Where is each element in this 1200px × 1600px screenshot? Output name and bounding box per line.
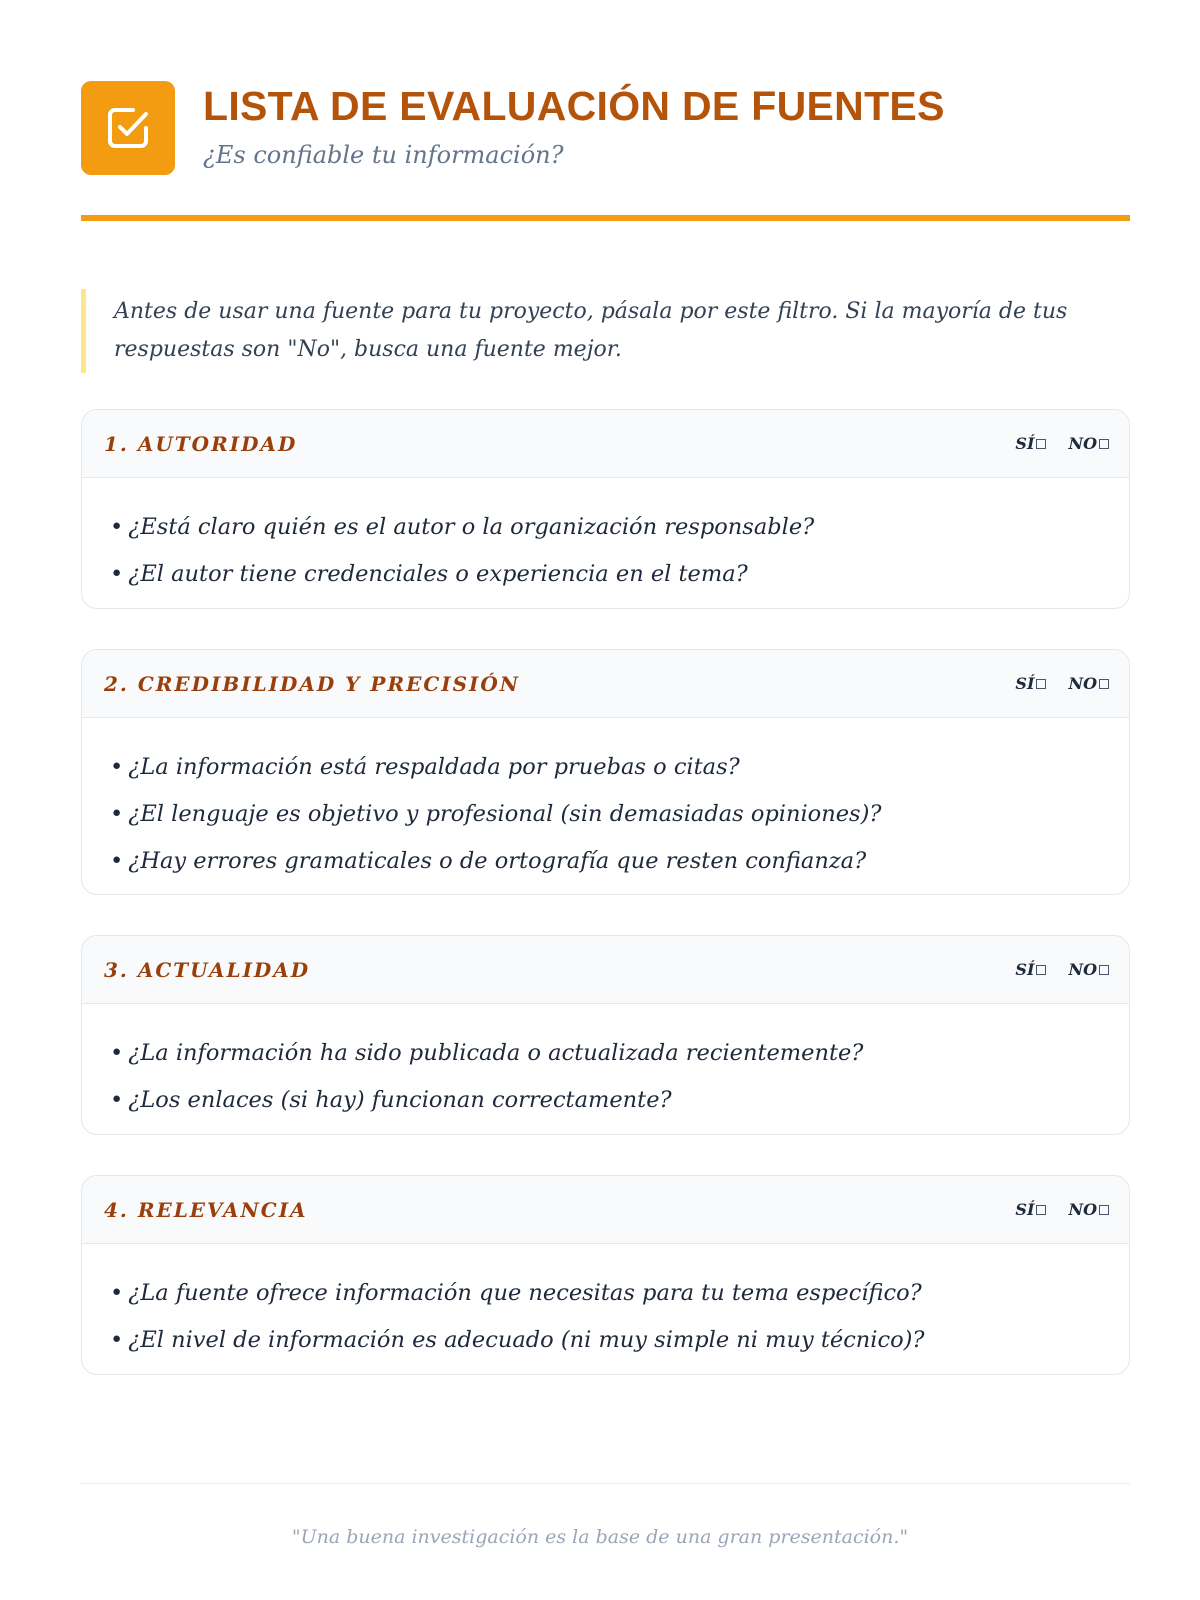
- no-option[interactable]: [1068, 1200, 1109, 1219]
- page-subtitle: ¿Es confiable tu información?: [203, 141, 564, 169]
- no-label: NO: [1068, 960, 1097, 979]
- page-title: LISTA DE EVALUACIÓN DE FUENTES: [203, 83, 945, 129]
- yes-option[interactable]: [1015, 434, 1046, 453]
- checklist-item: • ¿El nivel de información es adecuado (ni muy simple ni muy técnico)?: [110, 1317, 1129, 1364]
- checklist-item: • ¿Hay errores gramaticales o de ortografía que resten confianza?: [110, 838, 1129, 885]
- yes-no-options: [1015, 1200, 1109, 1219]
- yes-option[interactable]: [1015, 1200, 1046, 1219]
- checklist-item: • ¿Los enlaces (si hay) funcionan correctamente?: [110, 1077, 1129, 1124]
- intro-note: Antes de usar una fuente para tu proyecto, pásala por este filtro. Si la mayoría de tus respuestas son "No", busca una fuente mejor.: [81, 289, 1130, 373]
- checklist-item: • ¿La fuente ofrece información que necesitas para tu tema específico?: [110, 1270, 1129, 1317]
- no-option[interactable]: [1068, 674, 1109, 693]
- yes-option[interactable]: [1015, 674, 1046, 693]
- section-card-actualidad: [81, 935, 1130, 1135]
- checkbox-icon[interactable]: [1036, 679, 1046, 689]
- section-title: 4. RELEVANCIA: [104, 1198, 308, 1222]
- no-label: NO: [1068, 434, 1097, 453]
- section-title: 1. AUTORIDAD: [104, 432, 298, 456]
- checklist-item: • ¿El autor tiene credenciales o experiencia en el tema?: [110, 551, 1129, 598]
- footer-divider: [81, 1483, 1130, 1484]
- checkbox-icon[interactable]: [1099, 1205, 1109, 1215]
- section-items: [82, 718, 1129, 885]
- section-title: 3. ACTUALIDAD: [104, 958, 311, 982]
- yes-no-options: [1015, 434, 1109, 453]
- no-label: NO: [1068, 674, 1097, 693]
- checkbox-icon[interactable]: [1099, 439, 1109, 449]
- yes-label: SÍ: [1015, 674, 1035, 693]
- section-title: 2. CREDIBILIDAD Y PRECISIÓN: [104, 672, 521, 696]
- yes-label: SÍ: [1015, 1200, 1035, 1219]
- section-card-credibilidad: [81, 649, 1130, 895]
- section-items: [82, 1004, 1129, 1124]
- section-header: [82, 410, 1129, 478]
- checkbox-icon[interactable]: [1036, 439, 1046, 449]
- checkbox-icon[interactable]: [1036, 1205, 1046, 1215]
- yes-no-options: [1015, 674, 1109, 693]
- no-option[interactable]: [1068, 434, 1109, 453]
- section-items: [82, 478, 1129, 598]
- section-card-relevancia: [81, 1175, 1130, 1375]
- yes-label: SÍ: [1015, 960, 1035, 979]
- section-items: [82, 1244, 1129, 1364]
- header-divider: [81, 215, 1130, 221]
- checklist-item: • ¿La información ha sido publicada o actualizada recientemente?: [110, 1030, 1129, 1077]
- no-option[interactable]: [1068, 960, 1109, 979]
- checkbox-icon[interactable]: [1099, 965, 1109, 975]
- checkbox-icon: [81, 81, 175, 175]
- checkbox-icon[interactable]: [1099, 679, 1109, 689]
- section-header: [82, 1176, 1129, 1244]
- section-header: [82, 650, 1129, 718]
- page-header: [81, 81, 1130, 221]
- checklist-item: • ¿Está claro quién es el autor o la organización responsable?: [110, 504, 1129, 551]
- checklist-item: • ¿La información está respaldada por pruebas o citas?: [110, 744, 1129, 791]
- yes-option[interactable]: [1015, 960, 1046, 979]
- checklist-item: • ¿El lenguaje es objetivo y profesional (sin demasiadas opiniones)?: [110, 791, 1129, 838]
- yes-no-options: [1015, 960, 1109, 979]
- section-header: [82, 936, 1129, 1004]
- section-card-autoridad: [81, 409, 1130, 609]
- no-label: NO: [1068, 1200, 1097, 1219]
- checkbox-icon[interactable]: [1036, 965, 1046, 975]
- yes-label: SÍ: [1015, 434, 1035, 453]
- footer-quote: "Una buena investigación es la base de una gran presentación.": [291, 1526, 909, 1548]
